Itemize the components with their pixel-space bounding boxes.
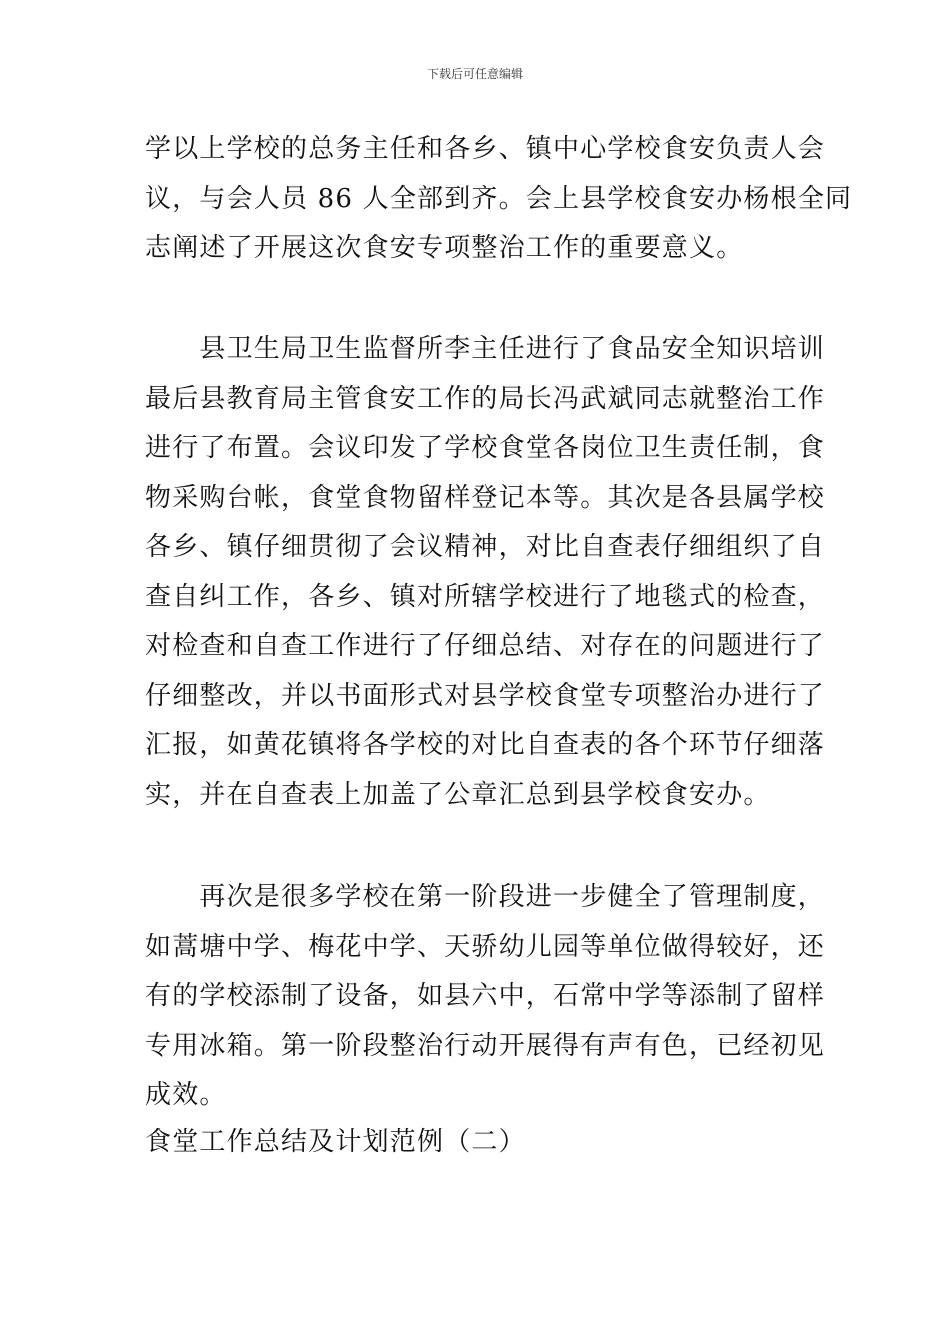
paragraph-line: 查自纠工作，各乡、镇对所辖学校进行了地毯式的检查， — [145, 581, 826, 612]
paragraph-line: 进行了布置。会议印发了学校食堂各岗位卫生责任制，食 — [145, 433, 826, 463]
paragraph-1 — [145, 125, 853, 274]
paragraph-2 — [145, 325, 826, 820]
paragraph-line: 志阐述了开展这次食安专项整治工作的重要意义。 — [145, 233, 744, 263]
paragraph-line: 再次是很多学校在第一阶段进一步健全了管理制度， — [145, 882, 826, 912]
paragraph-line: 如蒿塘中学、梅花中学、天骄幼儿园等单位做得较好，还 — [145, 931, 826, 962]
paragraph-3 — [145, 873, 826, 1121]
paragraph-line: 专用冰箱。第一阶段整治行动开展得有声有色，已经初见 — [145, 1030, 826, 1061]
paragraph-line: 各乡、镇仔细贯彻了会议精神，对比自查表仔细组织了自 — [145, 532, 826, 562]
paragraph-line: 议，与会人员 86 人全部到齐。会上县学校食安办杨根全同 — [145, 183, 853, 214]
paragraph-line: 物采购台帐，食堂食物留样登记本等。其次是各县属学校 — [145, 482, 826, 513]
paragraph-line: 对检查和自查工作进行了仔细总结、对存在的问题进行了 — [145, 631, 826, 661]
paragraph-line: 最后县教育局主管食安工作的局长冯武斌同志就整治工作 — [145, 383, 826, 414]
paragraph-line: 汇报，如黄花镇将各学校的对比自查表的各个环节仔细落 — [145, 730, 826, 760]
paragraph-line: 成效。 — [145, 1080, 227, 1110]
paragraph-line: 仔细整改，并以书面形式对县学校食堂专项整治办进行了 — [145, 680, 826, 711]
paragraph-line: 县卫生局卫生监督所李主任进行了食品安全知识培训 — [145, 334, 826, 364]
paragraph-line: 学以上学校的总务主任和各乡、镇中心学校食安负责人会 — [145, 134, 826, 164]
header-note: 下载后可任意编辑 — [426, 67, 523, 81]
section-title: 食堂工作总结及计划范例（二） — [145, 1127, 526, 1157]
paragraph-line: 实，并在自查表上加盖了公章汇总到县学校食安办。 — [145, 779, 771, 810]
paragraph-line: 有的学校添制了设备，如县六中，石常中学等添制了留样 — [145, 981, 826, 1011]
